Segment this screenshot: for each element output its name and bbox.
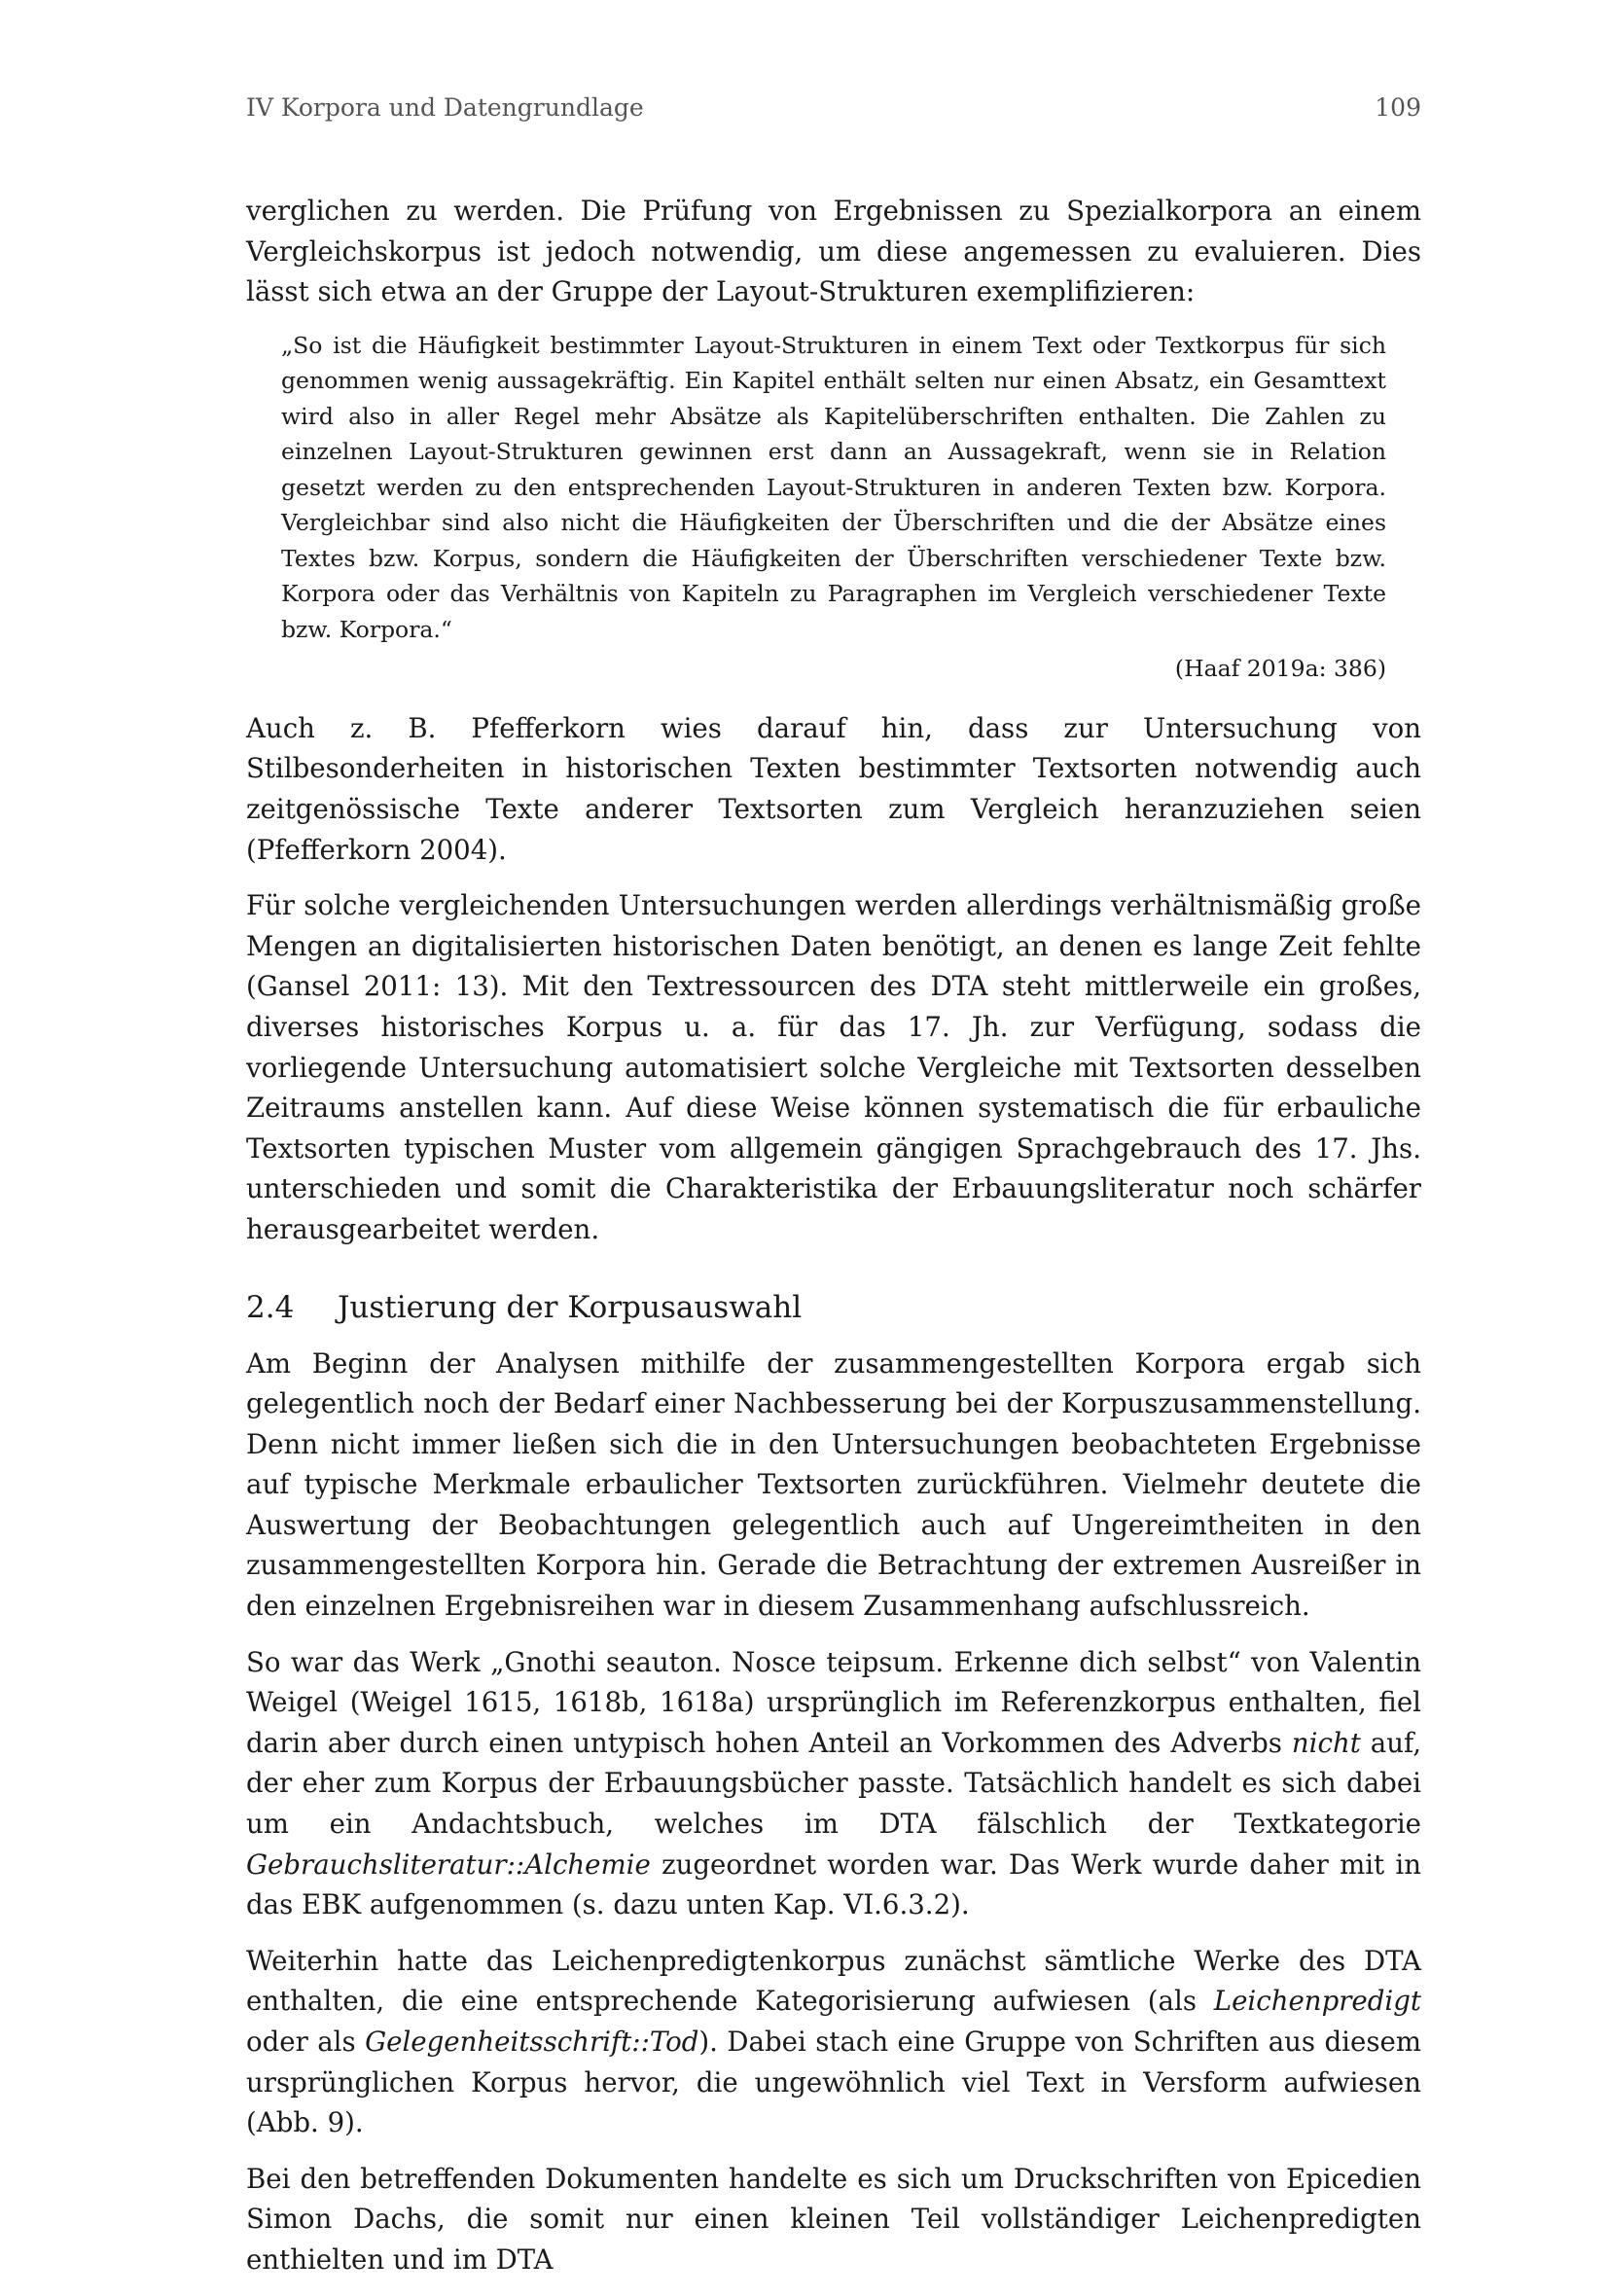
term-alchemie-category: Gebrauchsliteratur::Alchemie — [246, 1848, 651, 1881]
paragraph-5-text-b: auf, der eher zum Korpus der Erbauungsbücher passte. Tatsächlich handelt es sich dabei um ein Andachtsbuch, welches im DTA fälschlich der Textkategorie — [246, 1726, 1422, 1841]
quote-citation: (Haaf 2019a: 386) — [1174, 655, 1386, 683]
paragraph-6-text-c: ). Dabei stach eine Gruppe von Schriften aus diesem ursprünglichen Korpus hervor, die ungewöhnlich viel Text in Versform aufwiesen (Abb. 9). — [246, 2026, 1421, 2139]
paragraph-6-text-a: Weiterhin hatte das Leichenpredigtenkorpus zunächst sämtliche Werke des DTA enthalten, die eine entsprechende Kategorisierung aufwiesen (als — [246, 1944, 1421, 2018]
paragraph-4: Am Beginn der Analysen mithilfe der zusammengestellten Korpora ergab sich gelegentlich noch der Bedarf einer Nachbesserung bei der Korpuszusammenstellung. Denn nicht immer ließen sich die in den Untersuchungen beobachteten Ergebnisse auf typische Merkmale erbaulicher Textsorten zurückführen. Vielmehr deutete die Auswertung der Beobachtungen gelegentlich auch auf Ungereimtheiten in den zusammengestellten Korpora hin. Gerade die Betrachtung der extremen Ausreißer in den einzelnen Ergebnisreihen war in diesem Zusammenhang aufschlussreich. — [246, 1346, 1421, 1623]
paragraph-3: Für solche vergleichenden Untersuchungen werden allerdings verhältnismäßig große Mengen an digitalisierten historischen Daten benötigt, an denen es lange Zeit fehlte (Gansel 2011: 13). Mit den Textressourcen des DTA steht mittlerweile ein großes, diverses historisches Korpus u. a. für das 17. Jh. zur Verfügung, sodass die vorliegende Untersuchung automatisiert solche Vergleiche mit Textsorten desselben Zeitraums anstellen kann. Auf diese Weise können systematisch die für erbauliche Textsorten typischen Muster vom allgemein gängigen Sprachgebrauch des 17. Jhs. unterschieden und somit die Charakteristika der Erbauungsliteratur noch schärfer herausgearbeitet werden. — [246, 889, 1421, 1245]
section-title: Justierung der Korpusauswahl — [338, 1289, 803, 1325]
term-leichenpredigt: Leichenpredigt — [1213, 1985, 1421, 2018]
quote-text: „So ist die Häufigkeit bestimmter Layout-Strukturen in einem Text oder Textkorpus für sich genommen wenig aussagekräftig. Ein Kapitel enthält selten nur einen Absatz, ein Gesamttext wird also in aller Regel mehr Absätze als Kapitelüberschriften enthalten. Die Zahlen zu einzelnen Layout-Strukturen gewinnen erst dann an Aussagekraft, wenn sie in Relation gesetzt werden zu den entsprechenden Layout-Strukturen in anderen Texten bzw. Korpora. Vergleichbar sind also nicht die Häufigkeiten der Überschriften und die der Absätze eines Textes bzw. Korpus, sondern die Häufigkeiten der Überschriften verschiedener Texte bzw. Korpora oder das Verhältnis von Kapiteln zu Paragraphen im Vergleich verschiedener Texte bzw. Korpora.“ — [281, 331, 1386, 643]
main-text — [246, 191, 1421, 2296]
paragraph-5-text-a: So war das Werk „Gnothi seauton. Nosce teipsum. Erkenne dich selbst“ von Valentin Weigel (Weigel 1615, 1618b, 1618a) ursprünglich im Referenzkorpus enthalten, fiel darin aber durch einen untypisch hohen Anteil an Vorkommen des Adverbs — [246, 1645, 1421, 1759]
paragraph-6-text-b: oder als — [246, 2026, 366, 2058]
term-gelegenheitsschrift: Gelegenheitsschrift::Tod — [365, 2026, 699, 2058]
paragraph-1: verglichen zu werden. Die Prüfung von Ergebnissen zu Spezialkorpora an einem Vergleichskorpus ist jedoch notwendig, um diese angemessen zu evaluieren. Dies lässt sich etwa an der Gruppe der Layout-Strukturen exemplifizieren: — [246, 195, 1421, 308]
block-quote — [281, 328, 1386, 687]
running-title: IV Korpora und Datengrundlage — [246, 93, 644, 122]
paragraph-2: Auch z. B. Pfefferkorn wies darauf hin, dass zur Untersuchung von Stilbesonderheiten in historischen Texten bestimmter Textsorten notwendig auch zeitgenössische Texte anderer Textsorten zum Vergleich heranzuziehen seien (Pfefferkorn 2004). — [246, 711, 1421, 866]
section-heading — [246, 1287, 1421, 1328]
paragraph-5 — [246, 1642, 1421, 1925]
paragraph-5-text-c: zugeordnet worden war. Das Werk wurde daher mit in das EBK aufgenommen (s. dazu unten Kap. VI.6.3.2). — [246, 1848, 1421, 1921]
term-nicht: nicht — [1291, 1726, 1361, 1759]
paragraph-6 — [246, 1941, 1421, 2143]
page-number: 109 — [1375, 93, 1421, 122]
running-head — [246, 93, 1421, 132]
paragraph-7: Bei den betreffenden Dokumenten handelte es sich um Druckschriften von Epicedien Simon Dachs, die somit nur einen kleinen Teil vollständiger Leichenpredigten enthielten und im DTA — [246, 2162, 1421, 2276]
section-number: 2.4 — [246, 1289, 295, 1325]
